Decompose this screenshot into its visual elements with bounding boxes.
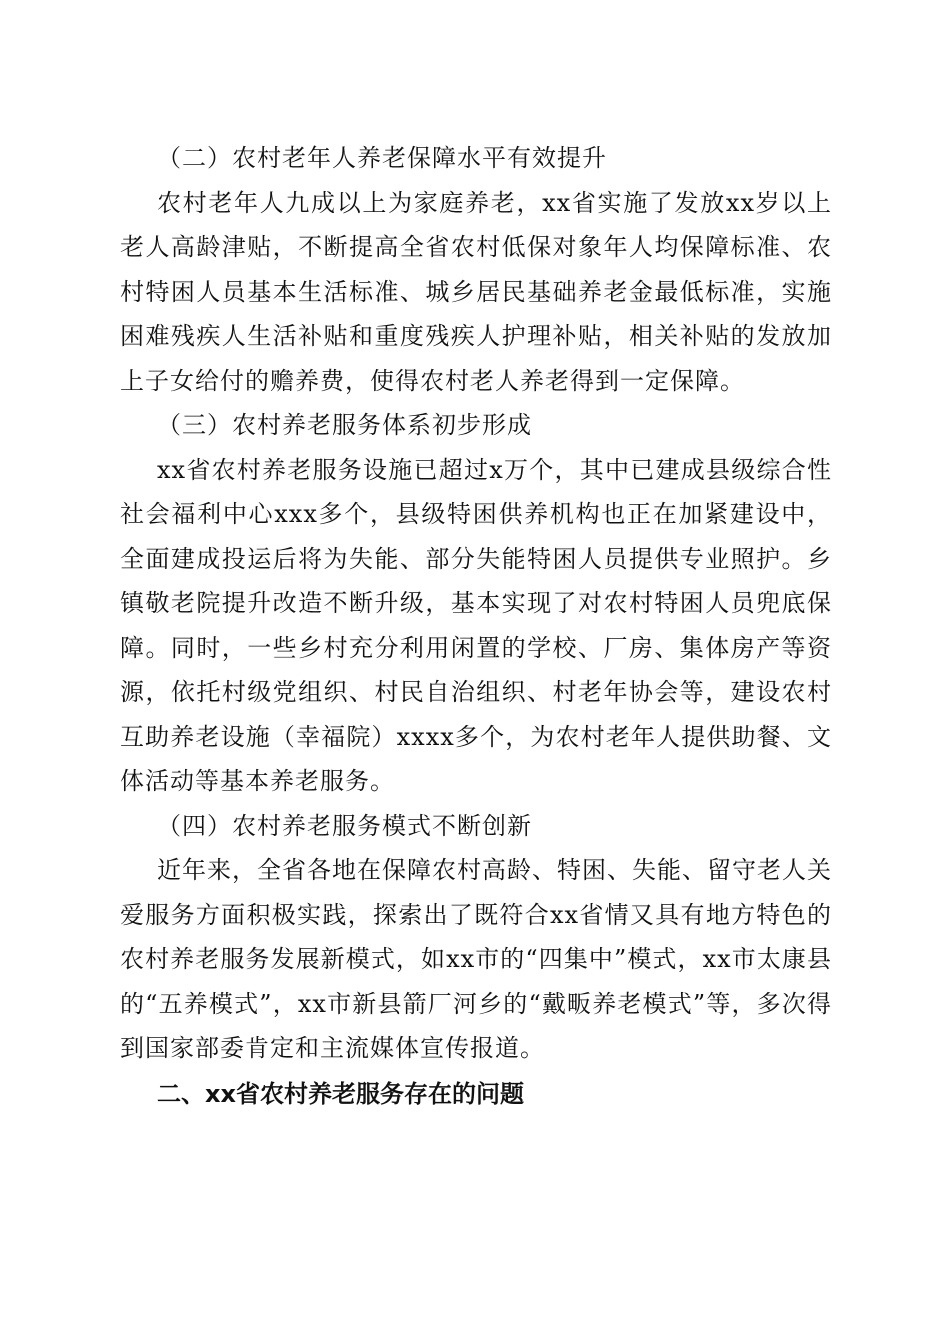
paragraph-service-models: 近年来，全省各地在保障农村高龄、特困、失能、留守老人关爱服务方面积极实践，探索出了既符合xx省情又具有地方特色的农村养老服务发展新模式，如xx市的“四集中”模式，xx市太康县的“五养模式”，xx市新县箭厂河乡的“戴畈养老模式”等，多次得到国家部委肯定和主流媒体宣传报道。 — [120, 856, 832, 1062]
sub-heading-3: （三）农村养老服务体系初步形成 — [157, 411, 532, 439]
paragraph-elderly-security: 农村老年人九成以上为家庭养老，xx省实施了发放xx岁以上老人高龄津贴，不断提高全省农村低保对象年人均保障标准、农村特困人员基本生活标准、城乡居民基础养老金最低标准，实施困难残疾人生活补贴和重度残疾人护理补贴，相关补贴的发放加上子女给付的赡养费，使得农村老人养老得到一定保障。 — [120, 188, 832, 395]
sub-heading-4: （四）农村养老服务模式不断创新 — [157, 811, 532, 840]
section-heading-problems: 二、xx省农村养老服务存在的问题 — [157, 1079, 524, 1108]
sub-heading-2: （二）农村老年人养老保障水平有效提升 — [157, 144, 607, 172]
paragraph-service-system: xx省农村养老服务设施已超过x万个，其中已建成县级综合性社会福利中心xxx多个，县级特困供养机构也正在加紧建设中，全面建成投运后将为失能、部分失能特困人员提供专业照护。乡镇敬老院提升改造不断升级，基本实现了对农村特困人员兜底保障。同时，一些乡村充分利用闲置的学校、厂房、集体房产等资源，依托村级党组织、村民自治组织、村老年协会等，建设农村互助养老设施（幸福院）xxxx多个，为农村老年人提供助餐、文体活动等基本养老服务。 — [120, 455, 832, 795]
document-body — [120, 136, 832, 1117]
